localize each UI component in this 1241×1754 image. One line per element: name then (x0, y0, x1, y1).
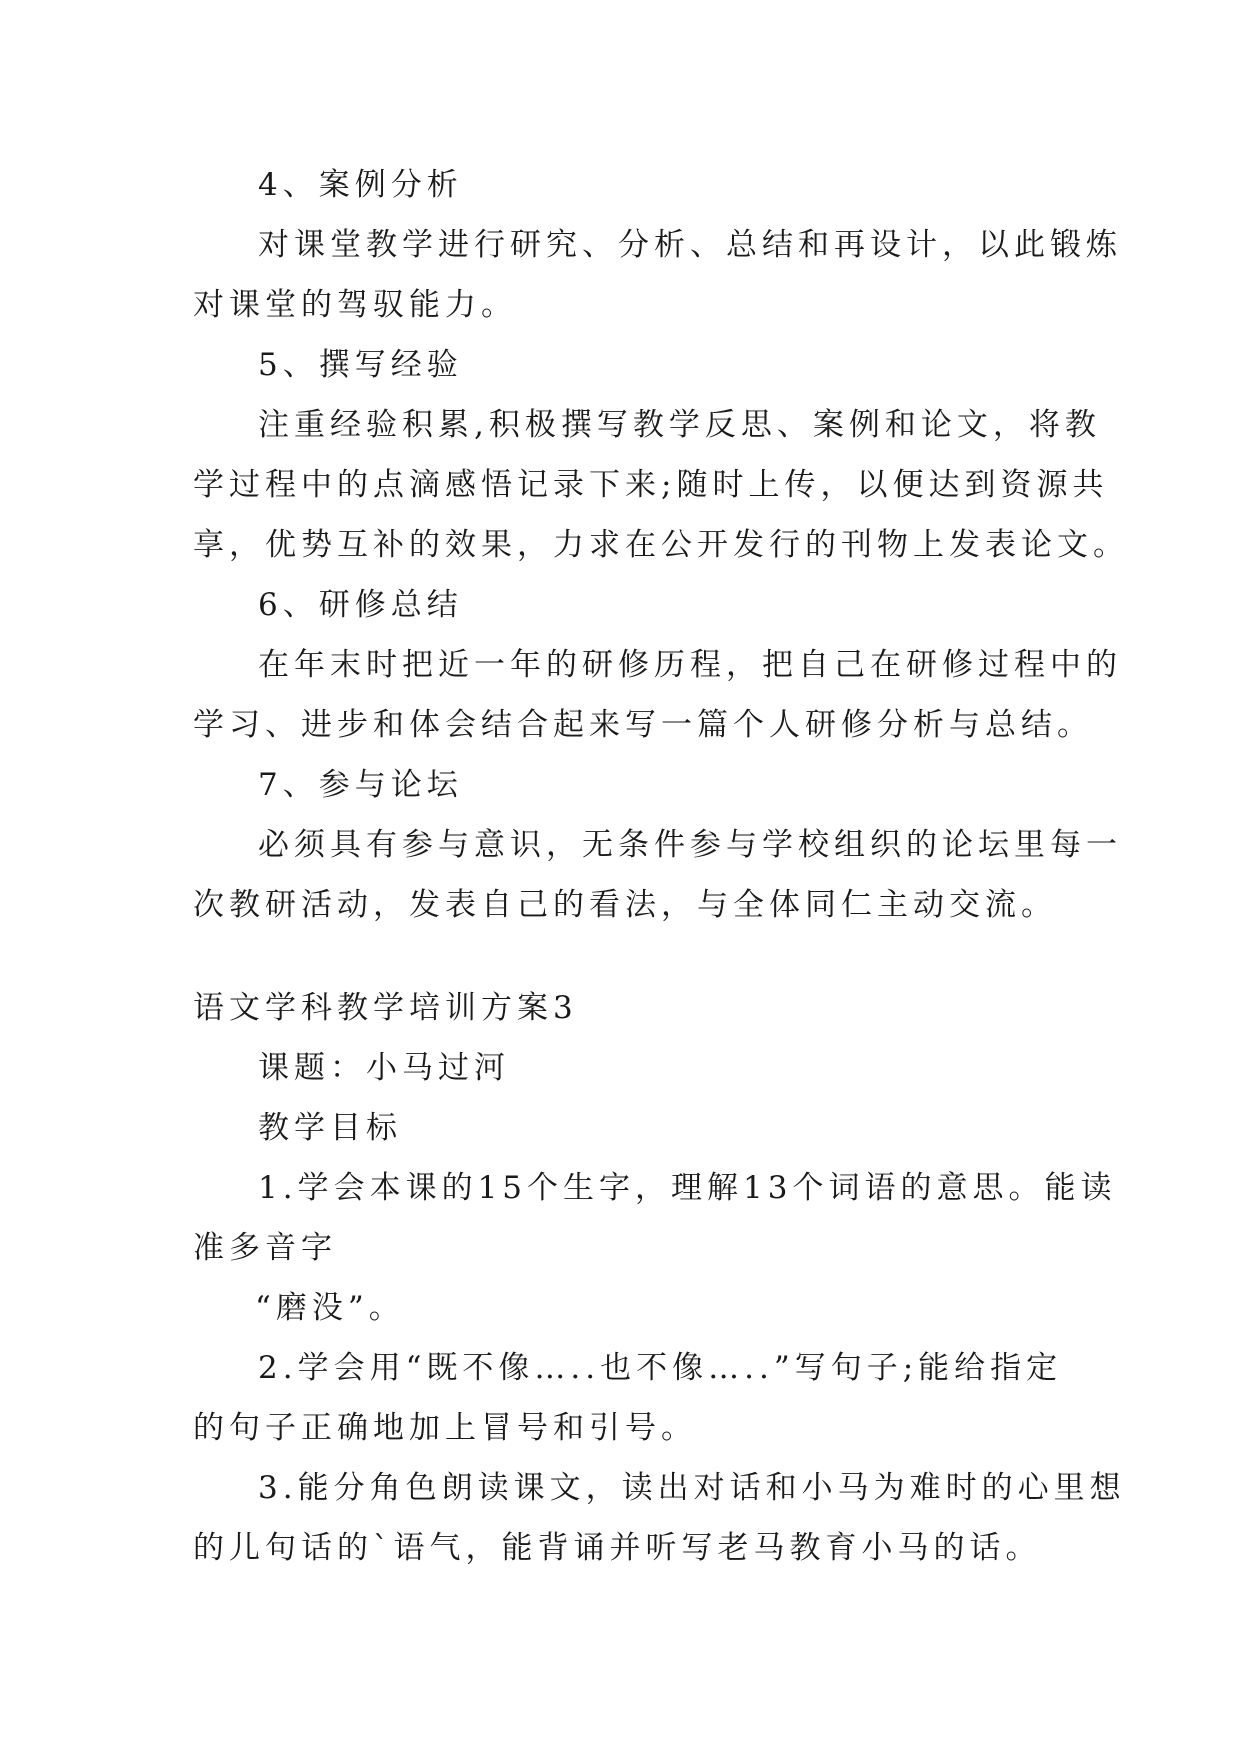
objective-line: 的儿句话的`语气，能背诵并听写老马教育小马的话。 (193, 1530, 1042, 1566)
paragraph-line: 学过程中的点滴感悟记录下来;随时上传，以便达到资源共 (193, 467, 1109, 503)
objective-line: 的句子正确地加上冒号和引号。 (193, 1410, 697, 1446)
section-heading: 5、撰写经验 (258, 347, 463, 383)
objective-line: 2.学会用“既不像…..也不像…..”写句子;能给指定 (258, 1350, 1063, 1386)
section-heading: 7、参与论坛 (258, 767, 463, 803)
paragraph-line: 学习、进步和体会结合起来写一篇个人研修分析与总结。 (193, 707, 1093, 743)
section-heading: 4、案例分析 (258, 167, 463, 203)
paragraph-line: 对课堂教学进行研究、分析、总结和再设计，以此锻炼 (258, 227, 1122, 263)
paragraph-line: 注重经验积累,积极撰写教学反思、案例和论文，将教 (258, 407, 1101, 443)
section-heading: 6、研修总结 (258, 587, 463, 623)
paragraph-line: 次教研活动，发表自己的看法，与全体同仁主动交流。 (193, 887, 1057, 923)
paragraph-line: 在年末时把近一年的研修历程，把自己在研修过程中的 (258, 647, 1122, 683)
paragraph-line: 对课堂的驾驭能力。 (193, 287, 517, 323)
paragraph-line: 享，优势互补的效果，力求在公开发行的刊物上发表论文。 (193, 527, 1129, 563)
objective-line: 3.能分角色朗读课文，读出对话和小马为难时的心里想 (258, 1470, 1126, 1506)
objective-line: “磨没”。 (255, 1290, 405, 1326)
objectives-heading: 教学目标 (258, 1110, 402, 1146)
objective-line: 准多音字 (193, 1230, 337, 1266)
plan-title: 语文学科教学培训方案3 (193, 990, 578, 1026)
topic-line: 课题：小马过河 (258, 1050, 510, 1086)
objective-line: 1.学会本课的15个生字，理解13个词语的意思。能读 (258, 1170, 1117, 1206)
paragraph-line: 必须具有参与意识，无条件参与学校组织的论坛里每一 (258, 827, 1122, 863)
